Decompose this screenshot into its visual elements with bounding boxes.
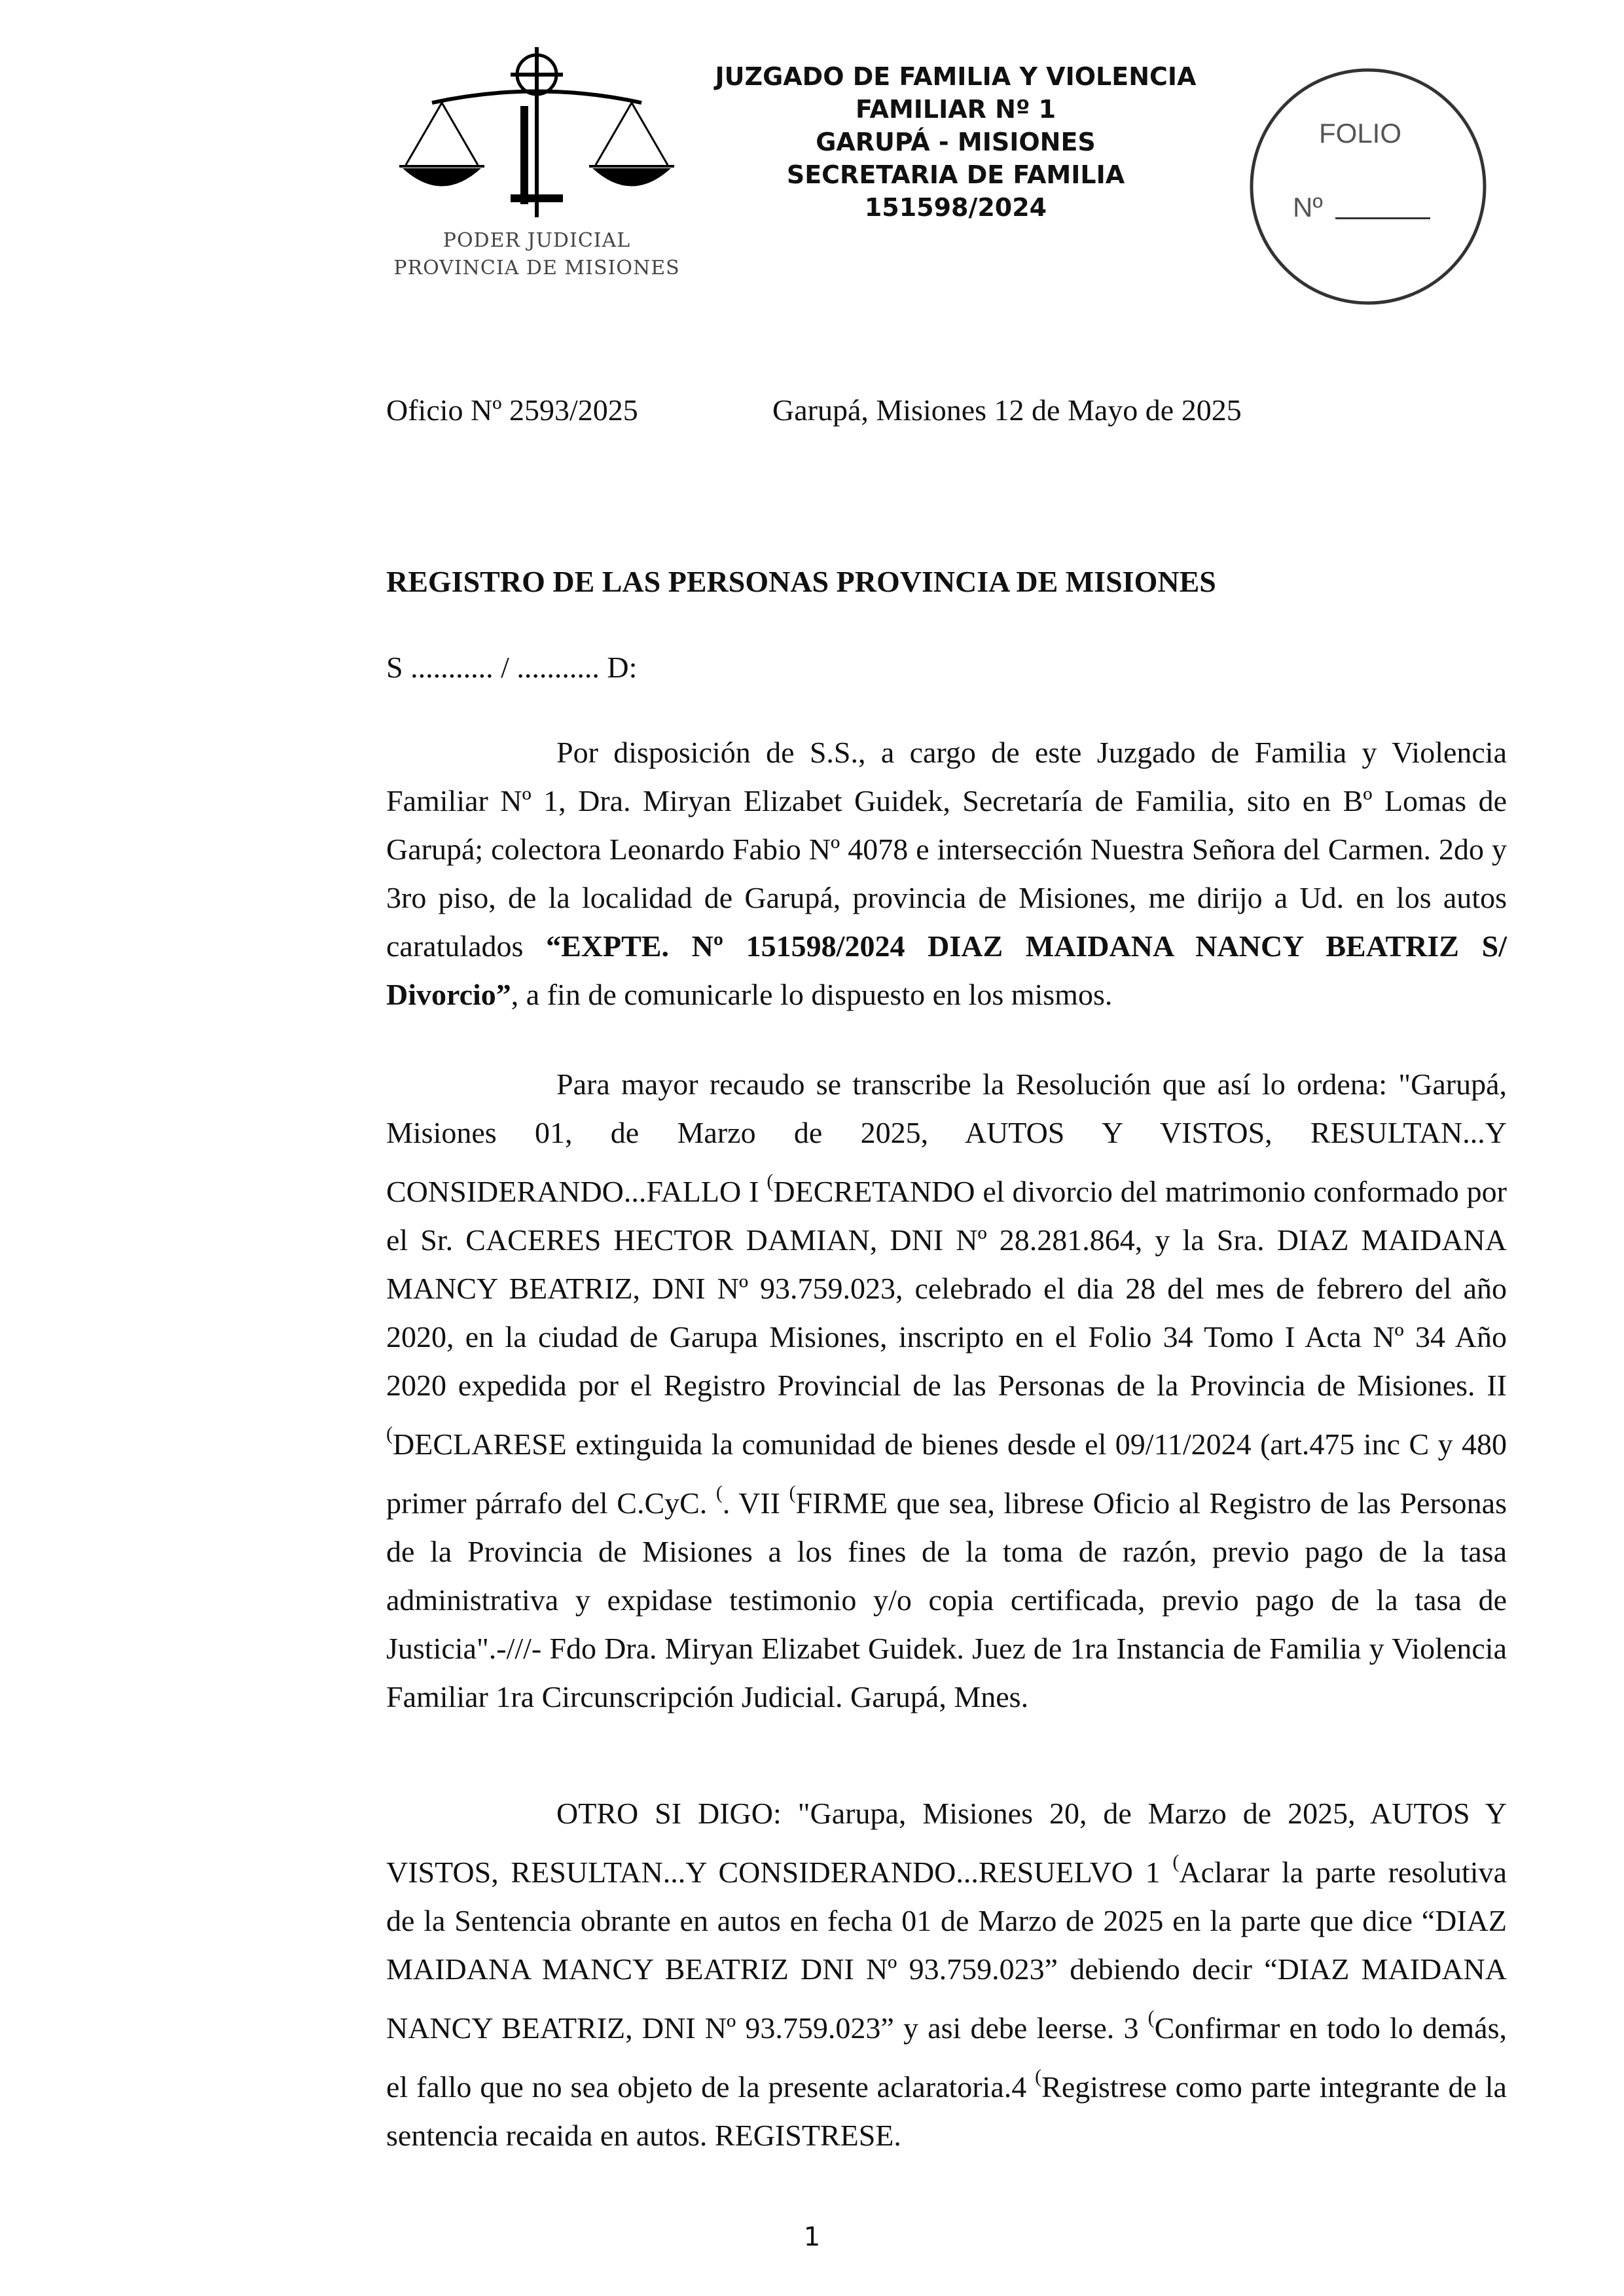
folio-number-label: Nº — [1293, 192, 1323, 223]
folio-number-blank — [1335, 217, 1430, 219]
logo-caption-line2: PROVINCIA DE MISIONES — [393, 257, 680, 279]
reference-line — [386, 393, 1242, 427]
judicial-logo — [393, 41, 681, 296]
scales-of-justice-icon — [393, 41, 681, 250]
resolution-seg3: DECLARESE extinguida la comunidad de bienes desde el 09/11/2024 (art.475 inc C y 480 primer párrafo del C.CyC. — [386, 1427, 1507, 1520]
case-title: “EXPTE. Nº 151598/2024 DIAZ MAIDANA NANCY BEATRIZ S/ Divorcio” — [386, 929, 1507, 1011]
otrosi-seg2: Aclarar la parte resolutiva de la Sentencia obrante en autos en fecha 01 de Marzo de 2025 en la parte que dice “DIAZ MAIDANA MANCY BEATRIZ DNI Nº 93.759.023” debiendo decir “DIAZ MAIDANA NANCY BEATRIZ, DNI Nº 93.759.023” y asi debe leerse. 3 — [386, 1856, 1507, 2045]
intro-text-a: Por disposición de S.S., a cargo de este Juzgado de Familia y Violencia Familiar Nº 1, Dra. Miryan Elizabet Guidek, Secretaría de Familia, sito en Bº Lomas de Garupá; colectora Leonardo Fabio Nº 4078 e intersección Nuestra Señora del Carmen. 2do y 3ro piso, de la localidad de Garupá, provincia de Misiones, me dirijo a Ud. en los autos caratulados — [386, 736, 1507, 963]
court-secretariat: SECRETARIA DE FAMILIA — [786, 160, 1125, 189]
folio-label: FOLIO — [1319, 118, 1402, 149]
glyph-mark: ( — [386, 1423, 393, 1444]
folio-stamp — [1247, 65, 1489, 308]
place-date: Garupá, Misiones 12 de Mayo de 2025 — [772, 393, 1242, 427]
case-number: 151598/2024 — [864, 193, 1047, 222]
salutation: S ........... / ........... D: — [386, 651, 638, 684]
glyph-mark: ( — [1172, 1851, 1180, 1873]
court-header — [694, 60, 1218, 224]
folio-circle-icon — [1247, 65, 1489, 308]
otrosi-seg3: Confirmar en todo lo demás, el fallo que no sea objeto de la presente aclaratoria.4 — [386, 2011, 1507, 2104]
resolution-seg1: Para mayor recaudo se transcribe la Resolución que así lo ordena: "Garupá, Misiones 01, de Marzo de 2025, AUTOS Y VISTOS, RESULTAN...Y CONSIDERANDO...FALLO I — [386, 1067, 1507, 1208]
court-location: GARUPÁ - MISIONES — [816, 128, 1096, 156]
paragraph-otro-si-digo — [386, 1789, 1507, 2160]
intro-text-b: , a fin de comunicarle lo dispuesto en los mismos. — [511, 978, 1113, 1011]
glyph-mark: ( — [767, 1170, 774, 1192]
court-name-line2: FAMILIAR Nº 1 — [855, 95, 1056, 124]
otrosi-seg1: OTRO SI DIGO: "Garupa, Misiones 20, de Marzo de 2025, AUTOS Y VISTOS, RESULTAN...Y CONSIDERANDO...RESUELVO 1 — [386, 1797, 1507, 1889]
glyph-mark: ( — [1035, 2066, 1042, 2087]
glyph-mark: ( — [715, 1482, 723, 1503]
logo-caption-line1: PODER JUDICIAL — [442, 229, 631, 252]
court-name-line1: JUZGADO DE FAMILIA Y VIOLENCIA — [715, 62, 1197, 91]
resolution-seg4: . VII — [722, 1486, 789, 1520]
paragraph-intro — [386, 728, 1507, 1019]
oficio-number: Oficio Nº 2593/2025 — [386, 393, 638, 427]
otrosi-seg4: Registrese como parte integrante de la sentencia recaida en autos. REGISTRESE. — [386, 2070, 1507, 2152]
glyph-mark: ( — [1147, 2007, 1155, 2028]
glyph-mark: ( — [789, 1482, 796, 1503]
resolution-seg5: FIRME que sea, librese Oficio al Registro de las Personas de la Provincia de Misiones a los fines de la toma de razón, previo pago de la tasa administrativa y expidase testimonio y/o copia certificada, previo pago de la tasa de Justicia".-///- Fdo Dra. Miryan Elizabet Guidek. Juez de 1ra Instancia de Familia y Violencia Familiar 1ra Circunscripción Judicial. Garupá, Mnes. — [386, 1486, 1507, 1713]
recipient: REGISTRO DE LAS PERSONAS PROVINCIA DE MISIONES — [386, 565, 1216, 598]
resolution-seg2: DECRETANDO el divorcio del matrimonio conformado por el Sr. CACERES HECTOR DAMIAN, DNI Nº 28.281.864, y la Sra. DIAZ MAIDANA MANCY BEATRIZ, DNI Nº 93.759.023, celebrado el dia 28 del mes de febrero del año 2020, en la ciudad de Garupa Misiones, inscripto en el Folio 34 Tomo I Acta Nº 34 Año 2020 expedida por el Registro Provincial de las Personas de la Provincia de Misiones. II — [386, 1175, 1507, 1402]
page-number: 1 — [803, 2222, 821, 2252]
paragraph-resolution — [386, 1060, 1507, 1721]
